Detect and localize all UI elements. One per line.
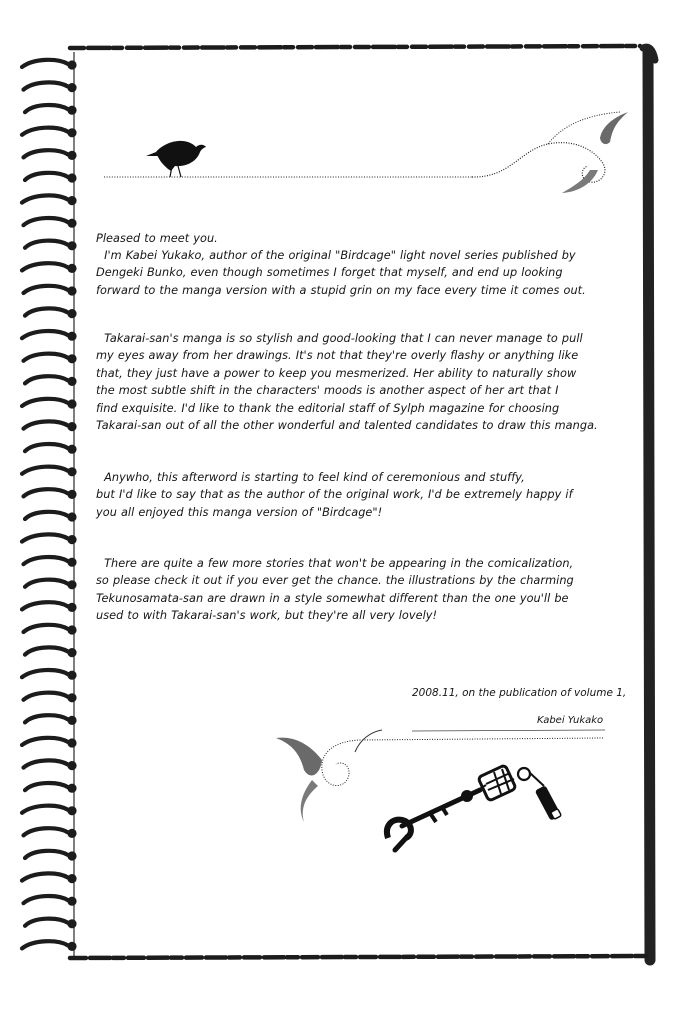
paragraph-line: Takarai-san's manga is so stylish and good-looking that I can never manage to pull <box>96 332 583 345</box>
spiral-ring <box>22 602 68 609</box>
paragraph-line: Dengeki Bunko, even though sometimes I forget that myself, and end up looking <box>96 266 563 280</box>
spiral-ring <box>22 195 68 202</box>
paragraph-line: used to with Takarai-san's work, but they're all very lovely! <box>96 609 438 623</box>
paragraph-line: so please check it out if you ever get the chance. the illustrations by the charming <box>96 574 574 588</box>
paragraph-line: my eyes away from her drawings. It's not that they're overly flashy or anything like <box>96 349 579 363</box>
spiral-ring <box>25 444 68 451</box>
binding-hole <box>67 264 76 273</box>
paragraph-line: that, they just have a power to keep you mesmerized. Her ability to naturally show <box>96 366 577 380</box>
spiral-ring <box>24 625 69 632</box>
binding-hole <box>67 761 76 770</box>
letter-paragraph-1 <box>96 247 636 299</box>
spiral-ring <box>24 489 69 496</box>
paragraph-line: I'm Kabei Yukako, author of the original "Birdcage" light novel series published by <box>96 249 576 262</box>
spiral-ring <box>24 286 69 293</box>
binding-hole <box>67 648 76 657</box>
binding-hole <box>67 354 76 363</box>
paragraph-line: Anywho, this afterword is starting to feel kind of ceremonious and stuffy, <box>96 471 525 484</box>
paragraph-line: you all enjoyed this manga version of "Birdcage"! <box>96 505 383 519</box>
spiral-ring <box>24 896 69 903</box>
binding-hole <box>67 309 76 318</box>
author-signature: Kabei Yukako <box>537 715 604 726</box>
spiral-ring <box>22 873 68 880</box>
bird-icon <box>146 141 206 177</box>
lantern-keychain-icon <box>478 765 561 821</box>
spiral-ring <box>25 647 68 654</box>
binding-hole <box>67 399 76 408</box>
spiral-ring <box>25 851 68 858</box>
spiral-ring <box>25 512 68 519</box>
date-line: 2008.11, on the publication of volume 1, <box>412 687 627 699</box>
binding-hole <box>67 897 76 906</box>
spiral-ring <box>25 783 68 790</box>
spiral-ring <box>24 354 69 361</box>
binding-hole <box>67 60 76 69</box>
spiral-ring <box>24 421 69 428</box>
spiral-ring <box>25 173 68 180</box>
binding-hole <box>67 603 76 612</box>
spiral-binding <box>22 60 77 951</box>
spiral-ring <box>24 760 69 767</box>
binding-hole <box>67 671 76 680</box>
bottom-border <box>70 956 648 958</box>
spiral-ring <box>22 534 68 541</box>
letter-paragraph-2 <box>96 330 636 434</box>
paragraph-line: Takarai-san out of all the other wonderful and talented candidates to draw this manga. <box>96 419 598 433</box>
greeting-line: Pleased to meet you. <box>96 232 218 245</box>
spiral-ring <box>25 715 68 722</box>
paragraph-line: but I'd like to say that as the author of the original work, I'd be extremely happy if <box>96 488 573 502</box>
letter-greeting <box>96 230 636 247</box>
key-icon <box>387 790 480 850</box>
binding-hole <box>67 625 76 634</box>
paragraph-line: the most subtle shift in the characters' moods is another aspect of her art that I <box>96 384 559 398</box>
spiral-ring <box>22 128 68 135</box>
spiral-ring <box>24 218 69 225</box>
binding-hole <box>67 377 76 386</box>
spiral-ring <box>25 308 68 315</box>
spiral-ring <box>24 150 69 157</box>
binding-hole <box>67 332 76 341</box>
binding-hole <box>67 874 76 883</box>
spiral-ring <box>24 82 69 89</box>
signature-underline <box>412 730 605 731</box>
binding-hole <box>67 829 76 838</box>
spiral-ring <box>25 105 68 112</box>
binding-hole <box>67 83 76 92</box>
letter-paragraph-4 <box>96 555 636 625</box>
top-border <box>70 46 640 48</box>
binding-hole <box>67 106 76 115</box>
binding-hole <box>67 784 76 793</box>
spiral-ring <box>22 467 68 474</box>
spiral-ring <box>24 828 69 835</box>
spiral-ring <box>22 399 68 406</box>
binding-hole <box>67 286 76 295</box>
binding-hole <box>67 241 76 250</box>
paragraph-line: forward to the manga version with a stupid grin on my face every time it comes out. <box>96 283 586 297</box>
binding-hole <box>67 467 76 476</box>
binding-hole <box>67 851 76 860</box>
binding-hole <box>67 422 76 431</box>
spiral-ring <box>25 919 68 926</box>
binding-hole <box>67 128 76 137</box>
binding-hole <box>67 151 76 160</box>
spiral-ring <box>22 670 68 677</box>
spiral-ring <box>25 580 68 587</box>
binding-hole <box>67 919 76 928</box>
spiral-ring <box>24 557 69 564</box>
paragraph-line: There are quite a few more stories that won't be appearing in the comicalization, <box>96 557 574 570</box>
binding-hole <box>67 490 76 499</box>
paragraph-line: find exquisite. I'd like to thank the editorial staff of Sylph magazine for choosing <box>96 401 560 415</box>
binding-hole <box>67 558 76 567</box>
binding-hole <box>67 173 76 182</box>
binding-hole <box>67 580 76 589</box>
binding-hole <box>67 716 76 725</box>
spiral-ring <box>24 693 69 700</box>
spiral-ring <box>22 60 68 67</box>
binding-hole <box>67 693 76 702</box>
spiral-ring <box>25 376 68 383</box>
spiral-ring <box>22 806 68 813</box>
paragraph-line: Tekunosamata-san are drawn in a style somewhat different than the one you'll be <box>96 591 569 605</box>
binding-hole <box>67 738 76 747</box>
right-border <box>648 50 650 960</box>
binding-hole <box>67 535 76 544</box>
letter-paragraph-3 <box>96 469 636 521</box>
spiral-ring <box>22 263 68 270</box>
binding-hole <box>67 806 76 815</box>
binding-hole <box>67 512 76 521</box>
spiral-ring <box>22 941 68 948</box>
binding-hole <box>67 219 76 228</box>
spiral-ring <box>25 241 68 248</box>
binding-hole <box>67 445 76 454</box>
binding-hole <box>67 196 76 205</box>
binding-hole <box>67 942 76 951</box>
spiral-ring <box>22 331 68 338</box>
spiral-ring <box>22 738 68 745</box>
